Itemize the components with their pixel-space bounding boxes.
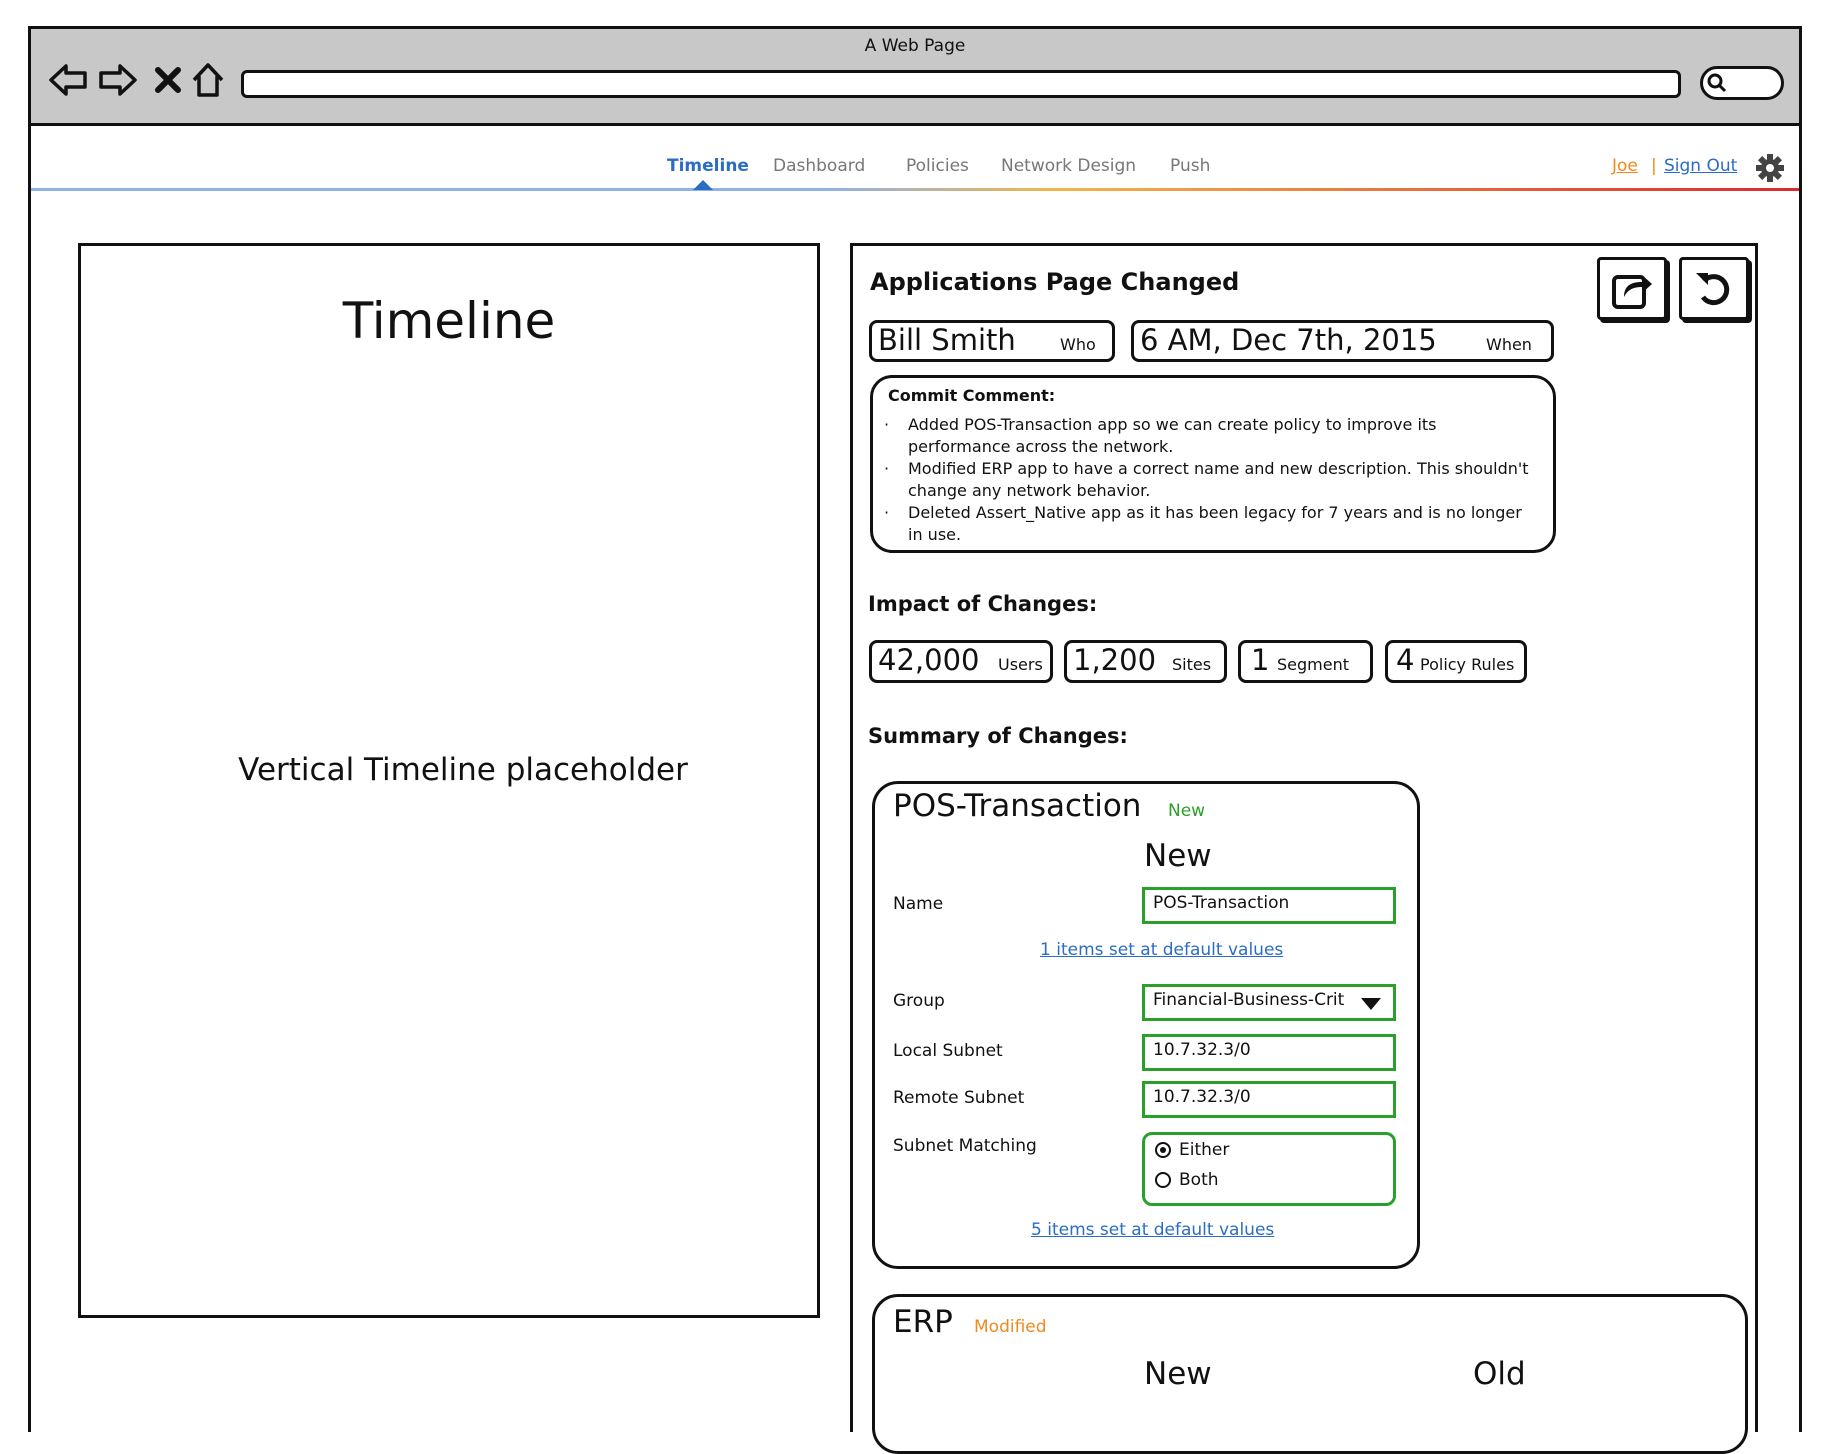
nav-network-design[interactable]: Network Design [1001, 156, 1137, 176]
search-icon [1706, 72, 1728, 94]
subnet-matching-label: Subnet Matching [893, 1136, 1037, 1156]
who-field [869, 320, 1115, 362]
revert-button[interactable] [1679, 257, 1749, 320]
sign-out-link[interactable]: Sign Out [1664, 156, 1738, 176]
nav-push[interactable]: Push [1170, 156, 1211, 176]
name-label: Name [893, 894, 944, 914]
impact-sites: 1,200 Sites [1064, 640, 1227, 683]
nav-policies[interactable]: Policies [906, 156, 969, 176]
column-header-old: Old [1473, 1356, 1526, 1392]
share-icon [1610, 267, 1654, 311]
group-label: Group [893, 991, 945, 1011]
gear-icon[interactable] [1755, 153, 1785, 183]
chevron-down-icon [1361, 998, 1381, 1010]
nav-dashboard[interactable]: Dashboard [773, 156, 866, 176]
impact-users: 42,000 Users [869, 640, 1053, 683]
when-value: 6 AM, Dec 7th, 2015 [1140, 323, 1437, 357]
forward-arrow-icon[interactable] [96, 58, 140, 102]
group-select[interactable] [1142, 984, 1396, 1021]
when-field [1131, 320, 1554, 362]
impact-policy-rules: 4 Policy Rules [1385, 640, 1527, 683]
close-icon[interactable] [146, 58, 190, 102]
column-header-new: New [1144, 838, 1212, 874]
remote-subnet-field[interactable]: 10.7.32.3/0 [1142, 1081, 1396, 1118]
radio-either[interactable]: Either [1155, 1140, 1229, 1160]
who-label: Who [1060, 335, 1096, 354]
radio-selected-icon [1155, 1142, 1171, 1158]
when-label: When [1486, 335, 1532, 354]
commit-item: · Deleted Assert_Native app as it has been legacy for 7 years and is no longer in use. [884, 503, 1522, 544]
name-field[interactable]: POS-Transaction [1142, 887, 1396, 924]
url-input[interactable] [241, 70, 1681, 98]
user-link[interactable]: Joe [1612, 156, 1638, 176]
commit-item: · Added POS-Transaction app so we can create policy to improve its performance across the network. [884, 415, 1437, 456]
default-values-link[interactable]: 5 items set at default values [1031, 1220, 1275, 1240]
commit-comment-heading: Commit Comment: [888, 386, 1056, 405]
who-value: Bill Smith [878, 323, 1016, 357]
share-button[interactable] [1597, 257, 1667, 320]
window-title: A Web Page [864, 36, 966, 56]
home-icon[interactable] [186, 58, 230, 102]
undo-icon [1692, 267, 1736, 311]
app-name: POS-Transaction [893, 788, 1142, 824]
app-name: ERP [893, 1304, 953, 1340]
timeline-placeholder: Vertical Timeline placeholder [238, 752, 688, 788]
nav-timeline[interactable]: Timeline [667, 156, 749, 176]
change-title: Applications Page Changed [870, 268, 1240, 296]
summary-label: Summary of Changes: [868, 724, 1128, 748]
column-header-new: New [1144, 1356, 1212, 1392]
impact-label: Impact of Changes: [868, 592, 1098, 616]
back-arrow-icon[interactable] [46, 58, 90, 102]
local-subnet-field[interactable]: 10.7.32.3/0 [1142, 1034, 1396, 1071]
status-badge: New [1168, 801, 1206, 821]
group-select-value: Financial-Business-Crit [1153, 990, 1345, 1010]
remote-subnet-label: Remote Subnet [893, 1088, 1025, 1108]
nav-underline [31, 188, 1799, 191]
radio-both[interactable]: Both [1155, 1170, 1219, 1190]
radio-unselected-icon [1155, 1172, 1171, 1188]
impact-segment: 1 Segment [1238, 640, 1373, 683]
nav-active-indicator [693, 180, 713, 190]
default-values-link[interactable]: 1 items set at default values [1040, 940, 1284, 960]
status-badge: Modified [974, 1317, 1047, 1337]
timeline-title: Timeline [342, 292, 556, 350]
nav-separator: | [1651, 156, 1657, 176]
local-subnet-label: Local Subnet [893, 1041, 1003, 1061]
commit-item: · Modified ERP app to have a correct name and new description. This shouldn't change any network behavior. [884, 459, 1529, 500]
